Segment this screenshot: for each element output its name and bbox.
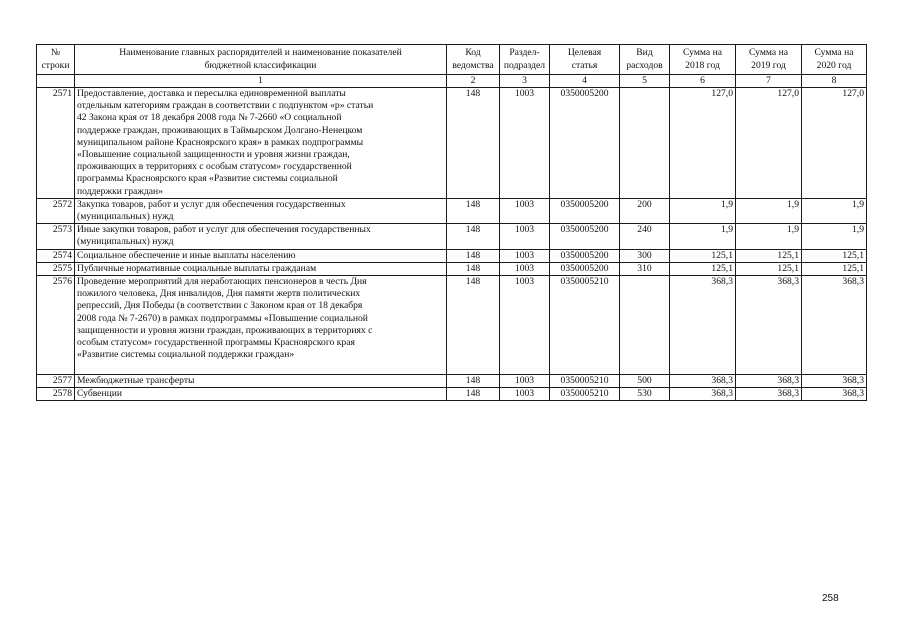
row-number-cell: 2578 [37,387,75,400]
row-name-line: «Развитие системы социальной поддержки граждан» [77,349,295,361]
row-name-line: Межбюджетные трансферты [77,374,195,386]
dept-code-cell: 148 [447,387,500,400]
sum-2018-cell: 125,1 [670,262,736,275]
expense-type-cell: 500 [620,374,670,387]
header-row-no: № строки [37,45,75,75]
expense-type-cell [620,88,670,199]
row-number-cell: 2574 [37,249,75,262]
dept-code-cell: 148 [447,88,500,199]
page-number: 258 [822,593,839,604]
sum-2020-cell: 1,9 [802,224,867,249]
row-name-line: поддержки граждан» [77,185,163,197]
column-number: 4 [550,75,620,88]
column-number-row [37,75,867,88]
row-name-line: отдельным категориям граждан в соответствии с подпунктом «р» статьи [77,100,374,112]
row-name-line: проживающих в территориях с особым статусом» государственной [77,161,352,173]
header-name: Наименование главных распорядителей и наименование показателей бюджетной классификации [75,45,447,75]
column-number [37,75,75,88]
section-cell: 1003 [500,276,550,375]
column-number: 6 [670,75,736,88]
expense-type-cell: 300 [620,249,670,262]
table-row [37,387,867,400]
dept-code-cell: 148 [447,262,500,275]
expense-type-cell: 240 [620,224,670,249]
sum-2018-cell: 1,9 [670,224,736,249]
budget-table [36,44,867,401]
sum-2020-cell: 1,9 [802,198,867,223]
dept-code-cell: 148 [447,249,500,262]
header-sum-2018: Сумма на 2018 год [670,45,736,75]
target-cell: 0350005210 [550,276,620,375]
header-section: Раздел- подраздел [500,45,550,75]
row-name-cell [75,198,447,223]
sum-2020-cell: 368,3 [802,276,867,375]
table-row [37,276,867,375]
sum-2019-cell: 1,9 [736,198,802,223]
row-name-line: особым статусом» государственной программы Красноярского края [77,337,355,349]
header-sum-2019: Сумма на 2019 год [736,45,802,75]
dept-code-cell: 148 [447,224,500,249]
sum-2019-cell: 125,1 [736,262,802,275]
row-name-cell [75,374,447,387]
target-cell: 0350005200 [550,198,620,223]
dept-code-cell: 148 [447,276,500,375]
column-number: 3 [500,75,550,88]
table-row [37,198,867,223]
expense-type-cell: 310 [620,262,670,275]
table-row [37,374,867,387]
row-name-line: муниципальном районе Красноярского края» в рамках подпрограммы [77,136,364,148]
target-cell: 0350005200 [550,88,620,199]
row-name-line [77,361,444,373]
sum-2020-cell: 368,3 [802,387,867,400]
table-row [37,88,867,199]
row-name-line: репрессий, Дня Победы (в соответствии с Законом края от 18 декабря [77,300,363,312]
row-number-cell: 2575 [37,262,75,275]
row-name-line: 42 Закона края от 18 декабря 2008 года № 7-2660 «О социальной [77,112,342,124]
row-name-cell [75,262,447,275]
row-name-line: Закупка товаров, работ и услуг для обеспечения государственных [77,198,346,210]
target-cell: 0350005200 [550,249,620,262]
sum-2019-cell: 368,3 [736,374,802,387]
sum-2020-cell: 125,1 [802,249,867,262]
row-number-cell: 2577 [37,374,75,387]
sum-2019-cell: 368,3 [736,276,802,375]
dept-code-cell: 148 [447,374,500,387]
sum-2019-cell: 125,1 [736,249,802,262]
row-name-line: поддержке граждан, проживающих в Таймырском Долгано-Ненецком [77,124,363,136]
column-number: 8 [802,75,867,88]
section-cell: 1003 [500,262,550,275]
table-row [37,249,867,262]
row-name-line: Публичные нормативные социальные выплаты гражданам [77,262,317,274]
row-name-line: пожилого человека, Дня инвалидов, Дня памяти жертв политических [77,288,361,300]
header-expense-type: Вид расходов [620,45,670,75]
row-number-cell: 2572 [37,198,75,223]
section-cell: 1003 [500,224,550,249]
row-name-line: 2008 года № 7-2670) в рамках подпрограммы «Повышение социальной [77,312,368,324]
header-sum-2020: Сумма на 2020 год [802,45,867,75]
row-name-cell [75,276,447,375]
row-name-line: Проведение мероприятий для неработающих пенсионеров в честь Дня [77,276,367,288]
sum-2019-cell: 127,0 [736,88,802,199]
row-name-line: «Повышение социальной защищенности и уровня жизни граждан, [77,149,350,161]
row-name-line: (муниципальных) нужд [77,211,174,223]
section-cell: 1003 [500,249,550,262]
expense-type-cell [620,276,670,375]
sum-2018-cell: 368,3 [670,276,736,375]
target-cell: 0350005200 [550,224,620,249]
row-name-line: программы Красноярского края «Развитие системы социальной [77,173,338,185]
column-number: 2 [447,75,500,88]
row-name-cell [75,387,447,400]
header-dept-code: Код ведомства [447,45,500,75]
sum-2018-cell: 125,1 [670,249,736,262]
section-cell: 1003 [500,198,550,223]
target-cell: 0350005200 [550,262,620,275]
header-target: Целевая статья [550,45,620,75]
sum-2019-cell: 368,3 [736,387,802,400]
header-row [37,45,867,75]
column-number: 5 [620,75,670,88]
row-name-line: Иные закупки товаров, работ и услуг для обеспечения государственных [77,224,371,236]
sum-2018-cell: 127,0 [670,88,736,199]
sum-2018-cell: 1,9 [670,198,736,223]
target-cell: 0350005210 [550,374,620,387]
row-name-line: Социальное обеспечение и иные выплаты населению [77,249,296,261]
dept-code-cell: 148 [447,198,500,223]
sum-2018-cell: 368,3 [670,387,736,400]
row-number-cell: 2573 [37,224,75,249]
target-cell: 0350005210 [550,387,620,400]
row-number-cell: 2571 [37,88,75,199]
row-name-cell [75,224,447,249]
section-cell: 1003 [500,88,550,199]
table-row [37,262,867,275]
sum-2020-cell: 125,1 [802,262,867,275]
section-cell: 1003 [500,387,550,400]
row-name-cell [75,249,447,262]
sum-2020-cell: 127,0 [802,88,867,199]
sum-2018-cell: 368,3 [670,374,736,387]
table-row [37,224,867,249]
column-number: 1 [75,75,447,88]
section-cell: 1003 [500,374,550,387]
row-name-line: Предоставление, доставка и пересылка единовременной выплаты [77,88,346,99]
row-name-line: Субвенции [77,387,122,399]
row-name-cell [75,88,447,199]
sum-2020-cell: 368,3 [802,374,867,387]
expense-type-cell: 530 [620,387,670,400]
row-name-line: (муниципальных) нужд [77,236,174,248]
sum-2019-cell: 1,9 [736,224,802,249]
row-number-cell: 2576 [37,276,75,375]
column-number: 7 [736,75,802,88]
expense-type-cell: 200 [620,198,670,223]
row-name-line: защищенности и уровня жизни граждан, проживающих в территориях с [77,324,373,336]
